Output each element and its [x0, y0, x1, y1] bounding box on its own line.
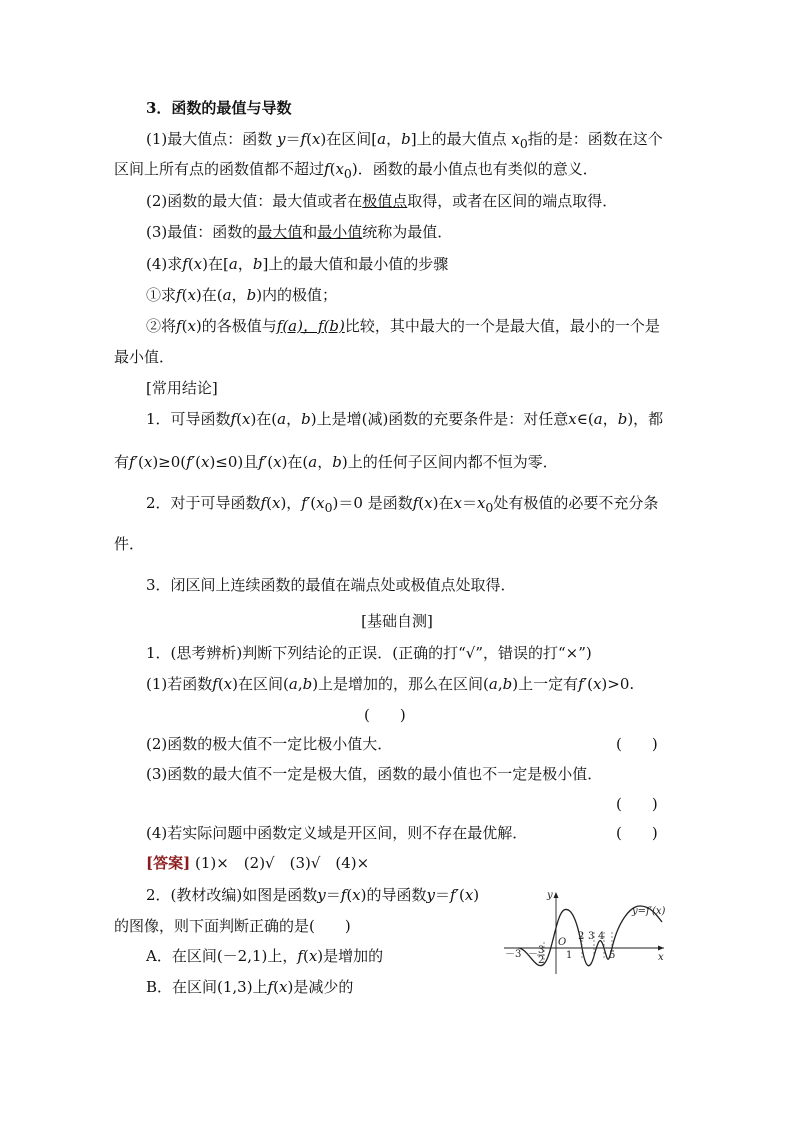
text: ,	[297, 675, 303, 693]
text: a	[288, 675, 298, 693]
text: (	[267, 453, 274, 471]
text: f	[230, 410, 237, 428]
text: a	[377, 130, 387, 148]
text: (	[266, 494, 272, 512]
conclusion-2-line-2: 件．	[114, 535, 145, 553]
text: 有	[114, 453, 130, 471]
conclusion-2-line-1	[146, 493, 658, 518]
question-2-line-1	[146, 885, 479, 905]
text: (2)函数的最大值：最大值或者在	[146, 192, 363, 210]
text: ＝	[325, 886, 341, 904]
text: )在区间[	[320, 130, 378, 148]
text: x	[241, 410, 251, 428]
text: (	[181, 286, 188, 304]
underlined-term: 最大值	[257, 223, 303, 241]
text: (	[302, 947, 309, 965]
answer-line	[146, 853, 369, 873]
text: a	[488, 675, 498, 693]
text: (	[329, 160, 336, 178]
section-title: 3．函数的最值与导数	[146, 99, 292, 117]
text: ，	[602, 410, 618, 428]
text: f	[176, 317, 182, 335]
text: )	[473, 886, 480, 904]
conclusion-3-line: 3．闭区间上连续函数的最值在端点处或极值点处取得．	[146, 576, 516, 594]
text: ＝	[285, 130, 301, 148]
text: x	[223, 675, 233, 693]
conclusion-1-line-1	[146, 409, 663, 429]
text: 2．对于可导函数	[146, 494, 261, 512]
text: )是减少的	[287, 978, 354, 996]
tick-label-1: 1	[566, 950, 573, 961]
x-axis-label: x	[658, 952, 664, 963]
text: )上的任何子区间内都不恒为零．	[341, 453, 558, 471]
text: x	[335, 160, 344, 178]
text: )>0.	[601, 675, 635, 693]
text: x	[193, 255, 203, 273]
text: f	[412, 494, 419, 512]
text: 比较，其中最大的一个是最大值，最小的一个是	[344, 317, 660, 335]
text: )在(	[281, 453, 309, 471]
text: x	[464, 886, 474, 904]
text: x	[424, 494, 433, 512]
selftest-heading: [基础自测]	[361, 612, 433, 630]
text: b	[252, 255, 263, 273]
text: )＝0 是函数	[332, 494, 413, 512]
text: ，	[286, 410, 302, 428]
text: 区间上所有点的函数值都不超过	[114, 160, 325, 178]
text: ①求	[146, 286, 177, 304]
text: ＝	[461, 494, 477, 512]
x-axis-arrow-icon	[658, 946, 664, 951]
text: (	[236, 410, 242, 428]
tick-label-minus-sign: －	[528, 949, 538, 960]
underlined-term: 最小值	[317, 223, 363, 241]
option-b	[146, 977, 353, 997]
text: a	[308, 453, 318, 471]
text: )的各极值与	[195, 317, 277, 335]
text: b	[302, 675, 313, 693]
question-1-item-4: (4)若实际问题中函数定义域是开区间，则不存在最优解．	[146, 824, 528, 842]
text: ＝	[434, 886, 450, 904]
text: x	[200, 453, 210, 471]
text: )在(	[250, 410, 278, 428]
question-2-line-2: 的图像，则下面判断正确的是( )	[114, 917, 351, 935]
text: 1．可导函数	[146, 410, 231, 428]
text: a	[228, 255, 238, 273]
step-1-line	[146, 285, 337, 305]
text: 处有极值的必要不充分条	[493, 494, 659, 512]
text: f′	[258, 453, 268, 471]
text: x	[476, 494, 486, 512]
tick-label-2: 2	[578, 931, 585, 942]
text: (	[346, 886, 353, 904]
text: f	[176, 286, 182, 304]
text: a	[277, 410, 287, 428]
y-axis-arrow-icon	[554, 892, 559, 898]
text: y	[426, 886, 435, 904]
steps-heading-line	[146, 254, 448, 274]
text: f	[340, 886, 347, 904]
text: )．函数的最小值点也有类似的意义．	[351, 160, 598, 178]
text: (1)若函数	[146, 675, 213, 693]
option-a	[146, 946, 383, 966]
text: x	[453, 494, 462, 512]
answer-blank-4: ( )	[616, 824, 658, 842]
text: x	[271, 494, 281, 512]
text: f′	[578, 675, 588, 693]
text: a	[593, 410, 603, 428]
text: x	[143, 453, 153, 471]
answer-blank-2: ( )	[616, 735, 658, 753]
y-axis-label: y	[547, 890, 553, 901]
subscript: 0	[343, 166, 352, 181]
text: x	[187, 286, 196, 304]
tick-label-3: 3	[588, 931, 595, 942]
text: (	[187, 255, 194, 273]
text: ]上的最大值点	[410, 130, 512, 148]
text: (	[273, 978, 280, 996]
text: b	[502, 675, 513, 693]
text: (3)最值：函数的	[146, 223, 258, 241]
question-1-item-2: (2)函数的极大值不一定比极小值大．	[146, 735, 393, 753]
text: 指的是：函数在这个	[527, 130, 663, 148]
text: f	[300, 130, 307, 148]
text: (	[310, 494, 317, 512]
text: (1)最大值点：函数	[146, 130, 278, 148]
text: y	[317, 886, 326, 904]
tick-label-4: 4	[598, 931, 605, 942]
text: (	[418, 494, 425, 512]
text: )在	[432, 494, 454, 512]
derivative-graph	[500, 884, 670, 976]
text: f′	[450, 886, 459, 904]
text: 2．(教材改编)如图是函数	[146, 886, 318, 904]
text: x	[308, 947, 318, 965]
text: y	[277, 130, 286, 148]
text: )的导函数	[360, 886, 427, 904]
tick-label-denominator: 2	[538, 955, 545, 966]
text: )是增加的	[317, 947, 384, 965]
text: f	[297, 947, 303, 965]
text: b	[301, 410, 311, 428]
text: )上是增(减)函数的充要条件是：对任意	[310, 410, 569, 428]
text: )，都	[627, 410, 664, 428]
text: (	[195, 453, 201, 471]
text: f	[324, 160, 330, 178]
curve-label: y=f′(x)	[632, 906, 666, 917]
answer-blank-1: ( )	[364, 706, 406, 724]
text: A．在区间(－2,1)上，	[146, 947, 298, 965]
text: x	[273, 453, 282, 471]
text: )在[	[202, 255, 229, 273]
text: (4)求	[146, 255, 183, 273]
max-point-line-2	[114, 159, 598, 184]
origin-label: O	[558, 937, 567, 948]
text: x	[316, 494, 325, 512]
tick-label-minus-3: －3	[505, 949, 522, 960]
text: ，	[237, 255, 253, 273]
text: )，	[280, 494, 302, 512]
subscript: 0	[485, 500, 494, 515]
text: (	[217, 675, 224, 693]
subscript: 0	[324, 500, 333, 515]
text: 统称为最值．	[362, 223, 453, 241]
text: b	[246, 286, 257, 304]
underlined-term: f(a)，f(b)	[276, 317, 345, 335]
step-2-line-1	[146, 316, 660, 336]
underlined-term: 极值点	[362, 192, 408, 210]
text: )≤0)且	[209, 453, 259, 471]
text: ]上的最大值和最小值的步骤	[262, 255, 449, 273]
step-2-line-2: 最小值．	[114, 348, 175, 366]
text: ∈(	[576, 410, 594, 428]
tick-label-numerator: 3	[538, 945, 545, 956]
question-1-intro: 1．(思考辨析)判断下列结论的正误．(正确的打“√”，错误的打“×”)	[146, 644, 592, 662]
text: b	[617, 410, 628, 428]
text: )在(	[195, 286, 223, 304]
answer-text: (1)× (2)√ (3)√ (4)×	[194, 854, 370, 872]
text: x	[592, 675, 602, 693]
text: f′	[129, 453, 138, 471]
text: x	[511, 130, 520, 148]
answer-blank-3: ( )	[616, 795, 658, 813]
text: ，	[386, 130, 402, 148]
text: f	[212, 675, 218, 693]
text: x	[352, 886, 361, 904]
text: b	[401, 130, 411, 148]
text: )上一定有	[512, 675, 579, 693]
text: 取得，或者在区间的端点取得．	[407, 192, 618, 210]
text: ，	[231, 286, 247, 304]
text: f′	[301, 494, 311, 512]
question-1-item-3: (3)函数的最大值不一定是极大值，函数的最小值也不一定是极小值．	[146, 765, 603, 783]
text: ②将	[146, 317, 177, 335]
text: f	[267, 978, 274, 996]
text: f	[182, 255, 188, 273]
text: a	[222, 286, 232, 304]
text: (	[587, 675, 593, 693]
text: ,	[497, 675, 503, 693]
text: (	[306, 130, 312, 148]
text: )上是增加的，那么在区间(	[312, 675, 489, 693]
text: ，	[317, 453, 333, 471]
text: f′	[186, 453, 196, 471]
answer-label: [答案]	[146, 854, 191, 872]
text: (	[137, 453, 144, 471]
text: x	[279, 978, 288, 996]
question-1-item-1	[146, 674, 634, 694]
text: )在区间(	[232, 675, 289, 693]
max-point-line-1	[146, 129, 663, 154]
extremum-line	[146, 222, 452, 242]
conclusion-1-line-2	[114, 452, 558, 472]
text: B．在区间(1,3)上	[146, 978, 268, 996]
text: x	[187, 317, 196, 335]
text: x	[568, 410, 577, 428]
text: f	[260, 494, 267, 512]
text: )≥0(	[152, 453, 187, 471]
conclusions-heading: [常用结论]	[146, 379, 218, 397]
text: (	[181, 317, 188, 335]
max-value-line	[146, 191, 617, 211]
text: x	[311, 130, 321, 148]
tick-label-5: 5	[609, 950, 616, 961]
text: (	[458, 886, 465, 904]
text: 和	[302, 223, 318, 241]
text: )内的极值；	[256, 286, 338, 304]
text: b	[332, 453, 342, 471]
subscript: 0	[519, 136, 528, 151]
